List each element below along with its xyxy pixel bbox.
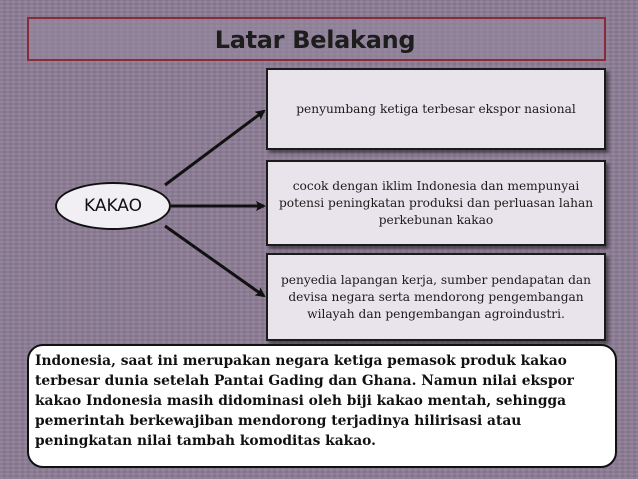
reason-text-1: penyumbang ketiga terbesar ekspor nasional bbox=[296, 101, 576, 116]
reason-box-2 bbox=[266, 160, 606, 246]
kakao-label: KAKAO bbox=[83, 196, 143, 216]
summary-text: Indonesia, saat ini merupakan negara ketiga pemasok produk kakao terbesar dunia setelah Pantai Gading dan Ghana. Namun nilai ekspor kakao Indonesia masih didominasi oleh biji kakao mentah, sehingga pemerintah berkewajiban mendorong terjadinya hilirisasi atau peningkatan nilai tambah komoditas kakao. bbox=[35, 353, 574, 449]
arrow-to-box-1 bbox=[165, 111, 264, 185]
kakao-node bbox=[55, 182, 171, 230]
reason-box-3 bbox=[266, 253, 606, 341]
reason-box-1 bbox=[266, 68, 606, 150]
page-title: Latar Belakang bbox=[214, 26, 416, 54]
summary-note bbox=[27, 344, 617, 468]
arrow-to-box-3 bbox=[165, 226, 264, 296]
reason-text-3: penyedia lapangan kerja, sumber pendapatan dan devisa negara serta mendorong pengembangan wilayah dan pengembangan agroindustri. bbox=[280, 272, 592, 321]
reason-text-2: cocok dengan iklim Indonesia dan mempunyai potensi peningkatan produksi dan perluasan lahan perkebunan kakao bbox=[278, 178, 594, 227]
